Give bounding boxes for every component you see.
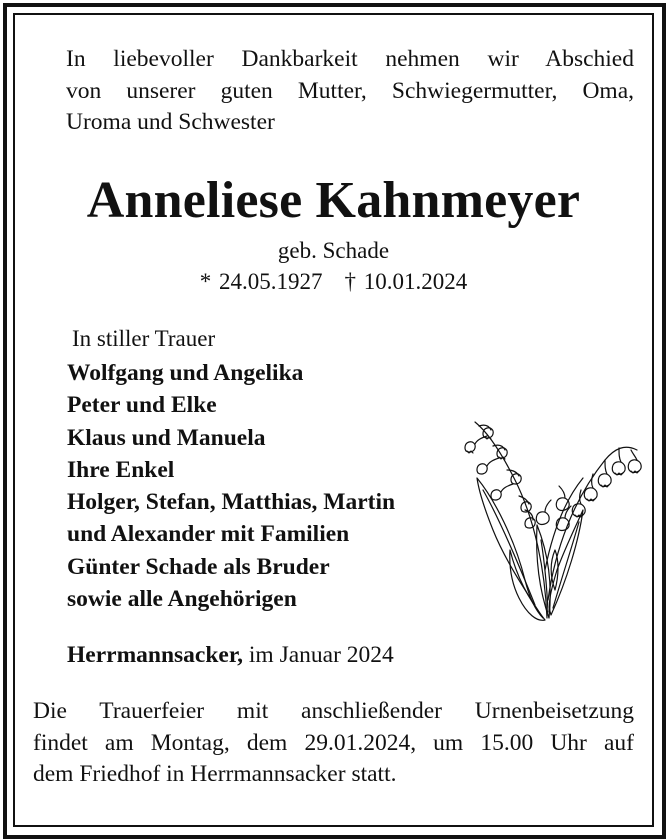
notice-date: im Januar 2024 xyxy=(248,642,394,668)
mourner-item: Ihre Enkel xyxy=(67,456,175,483)
birth-date: * 24.05.1927 xyxy=(199,269,323,294)
death-date: † 10.01.2024 xyxy=(344,269,468,294)
funeral-line: findet am Montag, dem 29.01.2024, um 15.00 Uhr auf xyxy=(33,729,634,756)
mourner-item: und Alexander mit Familien xyxy=(67,521,350,548)
intro-text xyxy=(66,44,634,139)
mourner-list xyxy=(67,357,467,615)
funeral-line: dem Friedhof in Herrmannsacker statt. xyxy=(33,761,397,787)
mourner-item: Klaus und Manuela xyxy=(67,424,266,451)
funeral-info xyxy=(33,696,634,791)
deceased-name: Anneliese Kahnmeyer xyxy=(86,172,581,229)
mourner-item: Günter Schade als Bruder xyxy=(67,553,330,580)
mourner-item: Wolfgang und Angelika xyxy=(67,360,304,386)
intro-line: von unserer guten Mutter, Schwiegermutter, Oma, xyxy=(66,77,634,104)
funeral-line: Die Trauerfeier mit anschließender Urnenbeisetzung xyxy=(33,698,634,724)
life-dates xyxy=(0,267,667,297)
mourning-label: In stiller Trauer xyxy=(72,326,216,351)
town-name: Herrmannsacker, xyxy=(67,642,244,668)
intro-line: In liebevoller Dankbarkeit nehmen wir Abschied xyxy=(66,46,634,72)
mourner-item: sowie alle Angehörigen xyxy=(67,586,297,613)
lily-of-the-valley-icon xyxy=(455,400,650,625)
mourner-item: Holger, Stefan, Matthias, Martin xyxy=(67,489,396,516)
intro-line: Uroma und Schwester xyxy=(66,109,275,135)
mourner-item: Peter und Elke xyxy=(67,392,217,419)
place-date xyxy=(67,640,394,670)
maiden-name: geb. Schade xyxy=(277,238,390,263)
